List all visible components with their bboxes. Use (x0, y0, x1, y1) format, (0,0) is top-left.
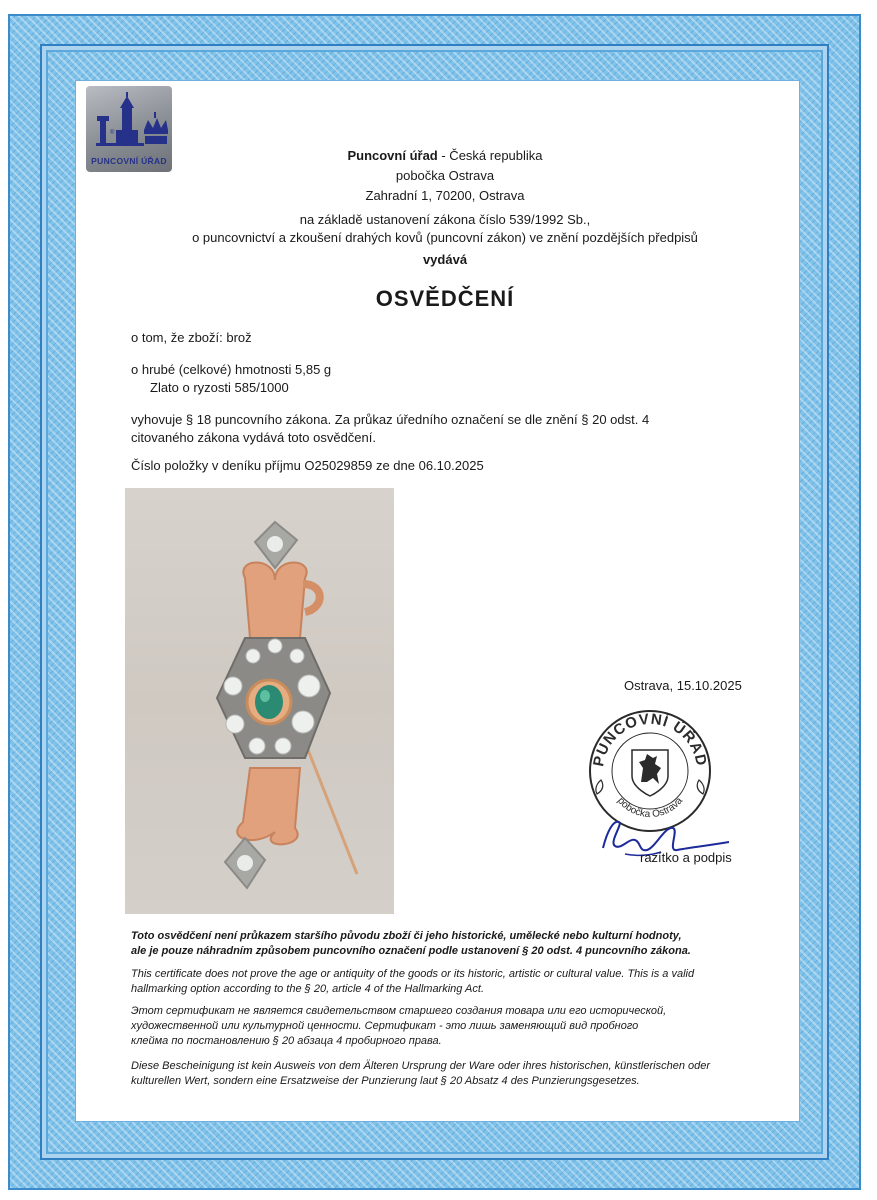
note-ru-2: художественной или культурной ценности. Сертификат - это лишь заменяющий вид пробного (131, 1020, 639, 1032)
law-line-1: na základě ustanovení zákona číslo 539/1992 Sb., (299, 212, 591, 227)
weight-line: o hrubé (celkové) hmotnosti 5,85 g (131, 362, 332, 377)
brooch-icon (125, 488, 394, 914)
note-cz-1: Toto osvědčení není průkazem staršího původu zboží či jeho historické, umělecké nebo kulturní hodnoty, (131, 930, 682, 942)
entry-line: Číslo položky v deníku příjmu O25029859 ze dne 06.10.2025 (131, 458, 484, 473)
note-ru-3: клейма по постановлению § 20 абзаца 4 пробирного права. (131, 1035, 442, 1047)
logo-text: PUNCOVNÍ ÚŘAD (91, 156, 167, 166)
compliance-line-1: vyhovuje § 18 puncovního zákona. Za průkaz úředního označení se dle znění § 20 odst. 4 (131, 412, 650, 427)
note-ru-1: Этот сертификат не является свидетельством старшего создания товара или его исторической, (131, 1005, 667, 1017)
office-country: - Česká republika (437, 148, 543, 163)
note-en-1: This certificate does not prove the age or antiquity of the goods or its historic, artistic or cultural value. This is a valid (131, 968, 695, 980)
certificate-title: OSVĚDČENÍ (375, 286, 515, 311)
note-en-2: hallmarking option according to the § 20, article 4 of the Hallmarking Act. (131, 983, 484, 995)
note-de-1: Diese Bescheinigung ist kein Ausweis von dem Älteren Ursprung der Ware oder ihres historischen, künstlerischen oder (131, 1060, 711, 1072)
note-de-2: kulturellen Wert, sondern eine Ersatzweise der Punzierung laut § 20 Absatz 4 des Punzierungsgesetzes. (131, 1075, 640, 1087)
brooch-photo (125, 488, 394, 914)
office-name: Puncovní úřad (347, 148, 438, 163)
stamp-bottom-text: pobočka Ostrava (614, 795, 686, 821)
note-cz-2: ale je pouze náhradním způsobem puncovního označení podle ustanovení § 20 odst. 4 puncovního zákona. (131, 945, 691, 957)
place-date: Ostrava, 15.10.2025 (624, 678, 742, 693)
registered-mark: ® (110, 130, 115, 136)
branch-line: pobočka Ostrava (395, 168, 495, 183)
leaf-icon (697, 780, 704, 794)
stamp-top-text: PUNCOVNÍ ÚŘAD (590, 710, 710, 768)
address-line: Zahradní 1, 70200, Ostrava (365, 188, 525, 203)
law-line-2: o puncovnictví a zkoušení drahých kovů (puncovní zákon) ve znění pozdějších předpisů (192, 230, 698, 245)
leaf-icon (596, 780, 603, 794)
stamp-signature-label: razítko a podpis (640, 850, 732, 865)
issues-line: vydává (422, 252, 468, 267)
item-line: o tom, že zboží: brož (131, 330, 252, 345)
lion-icon (639, 754, 661, 784)
office-line (150, 146, 740, 166)
fineness-line: Zlato o ryzosti 585/1000 (150, 380, 289, 395)
compliance-line-2: citovaného zákona vydává toto osvědčení. (131, 430, 376, 445)
